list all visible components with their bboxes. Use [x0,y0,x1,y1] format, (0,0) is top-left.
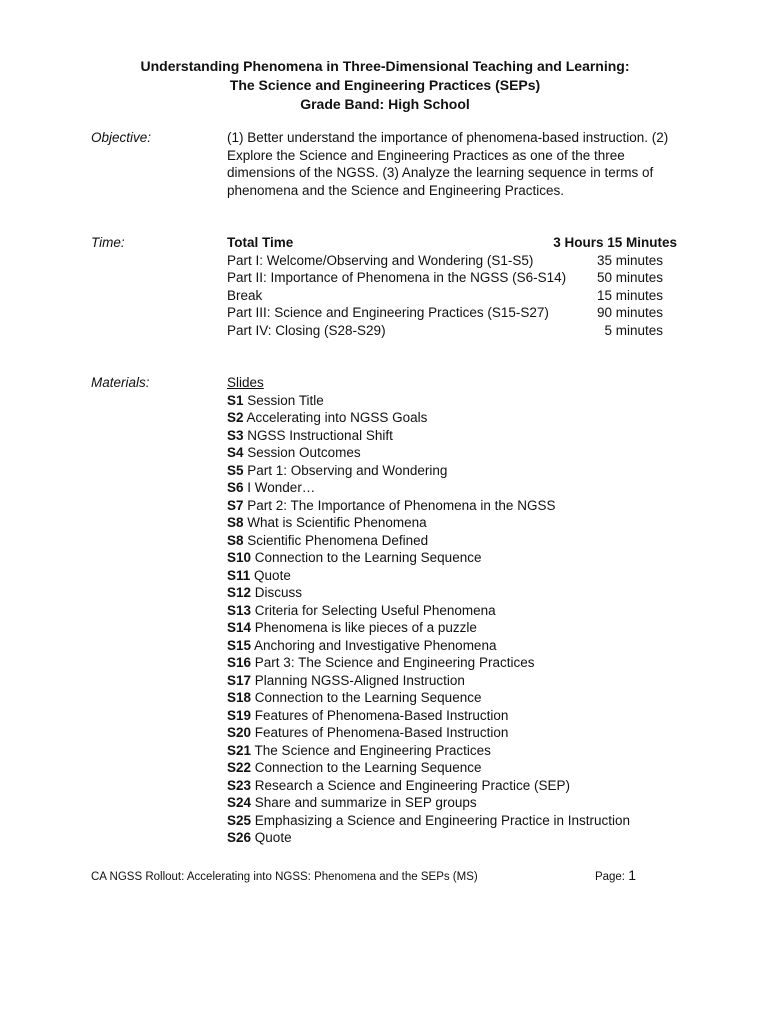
page-label: Page: [594,871,625,883]
slide-title: Scientific Phenomena Defined [247,532,429,548]
slide-number: S26 [227,830,252,845]
slide-list-item [227,409,707,427]
time-schedule [227,234,677,339]
slide-number: S25 [227,812,252,828]
time-rows [227,252,677,340]
slide-title: Part 1: Observing and Wondering [247,462,448,478]
slide-number: S3 [227,427,244,443]
time-part-label: Part II: Importance of Phenomena in the NGSS (S6-S14) [227,270,567,285]
footer-text: CA NGSS Rollout: Accelerating into NGSS: Phenomena and the SEPs (MS) [91,871,478,883]
slide-title: Accelerating into NGSS Goals [246,410,428,425]
slide-number: S15 [227,637,252,653]
slide-list-item [227,742,707,760]
slide-title: Part 3: The Science and Engineering Practices [254,655,535,670]
time-total-row [227,234,677,252]
slide-number: S16 [227,655,252,670]
time-part-duration: 50 minutes [596,270,663,285]
slide-list-item [227,794,707,812]
slide-list-item [227,427,707,445]
slide-number: S20 [227,725,252,740]
slide-list-item [227,497,707,515]
slide-list-item [227,724,707,742]
slide-number: S11 [227,567,251,583]
slide-number: S8 [227,532,244,548]
slide-number: S18 [227,690,252,705]
slide-list-item [227,392,707,410]
document-title [0,57,770,114]
slide-number: S17 [227,672,252,688]
slide-title: Share and summarize in SEP groups [254,795,477,810]
slide-number: S7 [227,497,244,513]
slide-number: S10 [227,550,252,565]
slide-title: Emphasizing a Science and Engineering Practice in Instruction [254,812,631,828]
slide-title: Features of Phenomena-Based Instruction [254,707,509,723]
page-indicator [595,868,636,884]
slide-list-item [227,829,707,847]
slide-number: S4 [227,445,244,460]
slide-number: S24 [227,795,252,810]
time-total-label: Total Time [227,235,294,250]
time-row [227,269,677,287]
slide-title: Quote [254,567,291,583]
time-part-label: Part IV: Closing (S28-S29) [227,322,386,338]
slide-title: Connection to the Learning Sequence [254,760,482,775]
objective-text: (1) Better understand the importance of phenomena-based instruction. (2) Explore the Science and Engineering Practices as one of the three dimensions of the NGSS. (3) Analyze the learning sequence in terms of phenomena and the Science and Engineering Practices. [227,130,669,198]
slide-title: Anchoring and Investigative Phenomena [254,637,497,653]
slide-list-item [227,462,707,480]
time-part-duration: 5 minutes [604,322,663,338]
slide-list-item [227,707,707,725]
slide-number: S21 [227,742,252,758]
slide-number: S5 [227,462,244,478]
time-row [227,252,677,270]
slide-list-item [227,637,707,655]
time-part-label: Part III: Science and Engineering Practices (S15-S27) [227,305,549,320]
slide-number: S1 [227,392,244,408]
slide-list-item [227,602,707,620]
time-part-label: Break [227,287,263,303]
slide-list-item [227,812,707,830]
slide-number: S12 [227,585,252,600]
slide-title: Research a Science and Engineering Practice (SEP) [254,777,570,793]
slides-list [227,392,707,847]
slide-list-item [227,444,707,462]
slide-list-item [227,619,707,637]
slide-list-item [227,777,707,795]
slide-number: S23 [227,777,252,793]
slide-list-item [227,549,707,567]
time-part-duration: 90 minutes [596,305,663,320]
slide-title: I Wonder… [247,480,316,495]
time-total-value: 3 Hours 15 Minutes [553,235,677,250]
slide-number: S8 [227,515,244,530]
time-row [227,322,677,340]
time-part-duration: 35 minutes [596,252,663,268]
slide-title: NGSS Instructional Shift [247,427,393,443]
slide-title: The Science and Engineering Practices [254,742,491,758]
materials-label: Materials: [91,375,150,390]
title-line-3: Grade Band: High School [300,96,470,112]
slide-title: Discuss [254,585,303,600]
slide-title: Connection to the Learning Sequence [254,690,482,705]
page-number: 1 [628,867,636,883]
slide-number: S13 [227,602,252,618]
time-label: Time: [91,235,125,250]
slide-title: Planning NGSS-Aligned Instruction [254,672,465,688]
slide-title: Phenomena is like pieces of a puzzle [254,620,477,635]
slide-title: What is Scientific Phenomena [247,515,427,530]
title-line-2: The Science and Engineering Practices (SEPs) [229,77,541,93]
time-row [227,304,677,322]
slide-number: S19 [227,707,252,723]
slide-list-item [227,672,707,690]
slide-list-item [227,654,707,672]
slide-number: S6 [227,480,244,495]
slide-number: S2 [227,410,244,425]
slide-title: Session Outcomes [247,445,361,460]
time-part-label: Part I: Welcome/Observing and Wondering (S1-S5) [227,252,534,268]
title-line-1: Understanding Phenomena in Three-Dimensional Teaching and Learning: [140,58,630,74]
time-row [227,287,677,305]
slide-title: Connection to the Learning Sequence [254,550,482,565]
slide-title: Part 2: The Importance of Phenomena in the NGSS [247,497,556,513]
slide-title: Criteria for Selecting Useful Phenomena [254,602,496,618]
slides-heading: Slides [227,375,264,390]
slide-list-item [227,567,707,585]
slide-list-item [227,759,707,777]
materials-list [227,374,707,847]
objective-label: Objective: [91,130,152,145]
slide-list-item [227,514,707,532]
slide-title: Features of Phenomena-Based Instruction [254,725,509,740]
time-part-duration: 15 minutes [596,287,663,303]
slide-title: Quote [254,830,292,845]
slide-list-item [227,532,707,550]
slide-list-item [227,584,707,602]
slide-list-item [227,689,707,707]
slide-list-item [227,479,707,497]
slide-title: Session Title [247,392,324,408]
slide-number: S22 [227,760,252,775]
slide-number: S14 [227,620,252,635]
